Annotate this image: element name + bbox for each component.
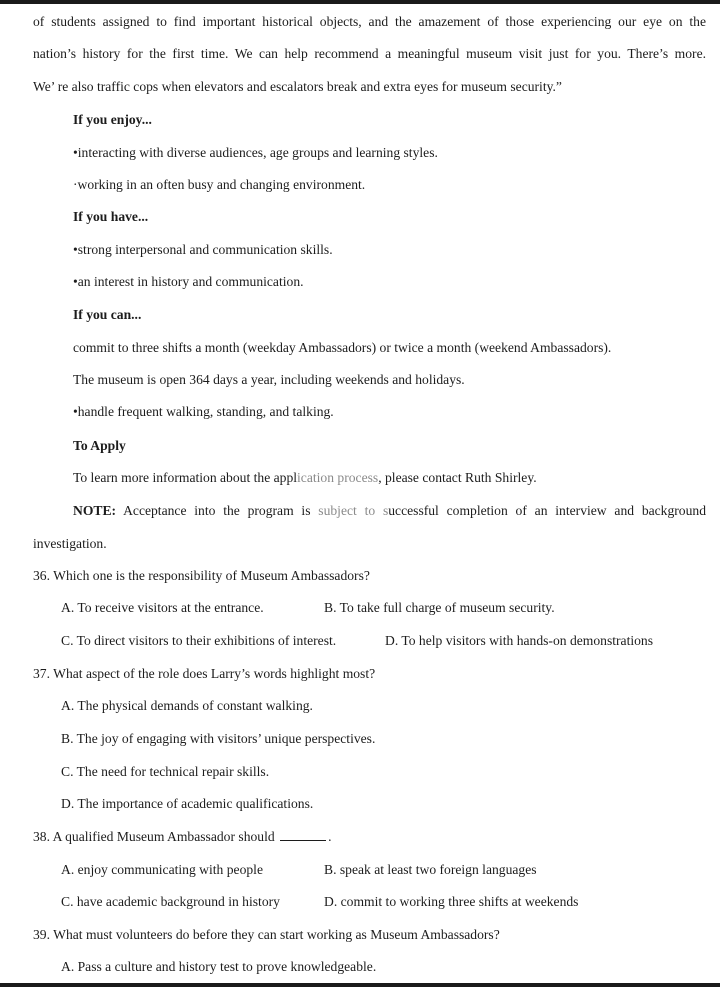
apply-text-post: , please contact Ruth Shirley. (378, 470, 537, 485)
have-heading: If you have... (73, 209, 149, 224)
q38-option-a: A. enjoy communicating with people (61, 862, 263, 877)
note-pre: Acceptance into the program is (116, 503, 319, 518)
apply-text-faint: ication process (297, 470, 379, 485)
q36-stem: 36. Which one is the responsibility of Museum Ambassadors? (33, 568, 370, 583)
q38-stem-text: 38. A qualified Museum Ambassador should (33, 829, 275, 844)
q37-stem: 37. What aspect of the role does Larry’s words highlight most? (33, 666, 376, 681)
enjoy-heading: If you enjoy... (73, 112, 152, 127)
q36-option-d: D. To help visitors with hands-on demonstrations (385, 633, 654, 648)
note-label: NOTE: (73, 503, 117, 518)
q38-option-b: B. speak at least two foreign languages (324, 862, 537, 877)
q37-option-a: A. The physical demands of constant walking. (61, 698, 313, 713)
passage-line-1: of students assigned to find important historical objects, and the amazement of those experiencing our eye on the (33, 14, 706, 29)
q38-stem (33, 828, 331, 846)
bottom-edge-bar (0, 983, 720, 987)
have-item-2: •an interest in history and communication. (73, 274, 304, 289)
q37-option-c: C. The need for technical repair skills. (61, 764, 270, 779)
q36-option-a: A. To receive visitors at the entrance. (61, 600, 264, 615)
q38-stem-end: . (328, 829, 332, 844)
note-faint-1: subject to (318, 503, 383, 518)
passage-line-2: nation’s history for the first time. We can help recommend a meaningful museum visit just for you. There’s more. (33, 46, 706, 61)
note-line (73, 502, 706, 520)
q38-answer-blank (280, 828, 326, 841)
have-item-1: •strong interpersonal and communication skills. (73, 242, 333, 257)
q39-option-a: A. Pass a culture and history test to prove knowledgeable. (61, 959, 377, 974)
can-heading: If you can... (73, 307, 142, 322)
can-item-2: The museum is open 364 days a year, including weekends and holidays. (73, 372, 465, 387)
q36-option-b: B. To take full charge of museum security. (324, 600, 555, 615)
q39-stem: 39. What must volunteers do before they can start working as Museum Ambassadors? (33, 927, 500, 942)
apply-heading: To Apply (73, 438, 126, 453)
note-faint-2: s (382, 503, 389, 518)
enjoy-item-2: ·working in an often busy and changing environment. (73, 177, 366, 192)
passage-line-3: We’ re also traffic cops when elevators and escalators break and extra eyes for museum security.” (33, 79, 562, 94)
note-post: uccessful completion of an interview and background (388, 503, 706, 518)
can-item-3: •handle frequent walking, standing, and talking. (73, 404, 334, 419)
enjoy-item-1: •interacting with diverse audiences, age groups and learning styles. (73, 145, 438, 160)
q38-option-d: D. commit to working three shifts at weekends (324, 894, 579, 909)
q37-option-b: B. The joy of engaging with visitors’ unique perspectives. (61, 731, 376, 746)
q38-option-c: C. have academic background in history (61, 894, 280, 909)
q37-option-d: D. The importance of academic qualifications. (61, 796, 314, 811)
apply-text-pre: To learn more information about the appl (73, 470, 298, 485)
note-continuation: investigation. (33, 536, 107, 551)
can-item-1: commit to three shifts a month (weekday Ambassadors) or twice a month (weekend Ambassadors). (73, 340, 612, 355)
q36-option-c: C. To direct visitors to their exhibitions of interest. (61, 633, 337, 648)
apply-text (73, 469, 537, 487)
